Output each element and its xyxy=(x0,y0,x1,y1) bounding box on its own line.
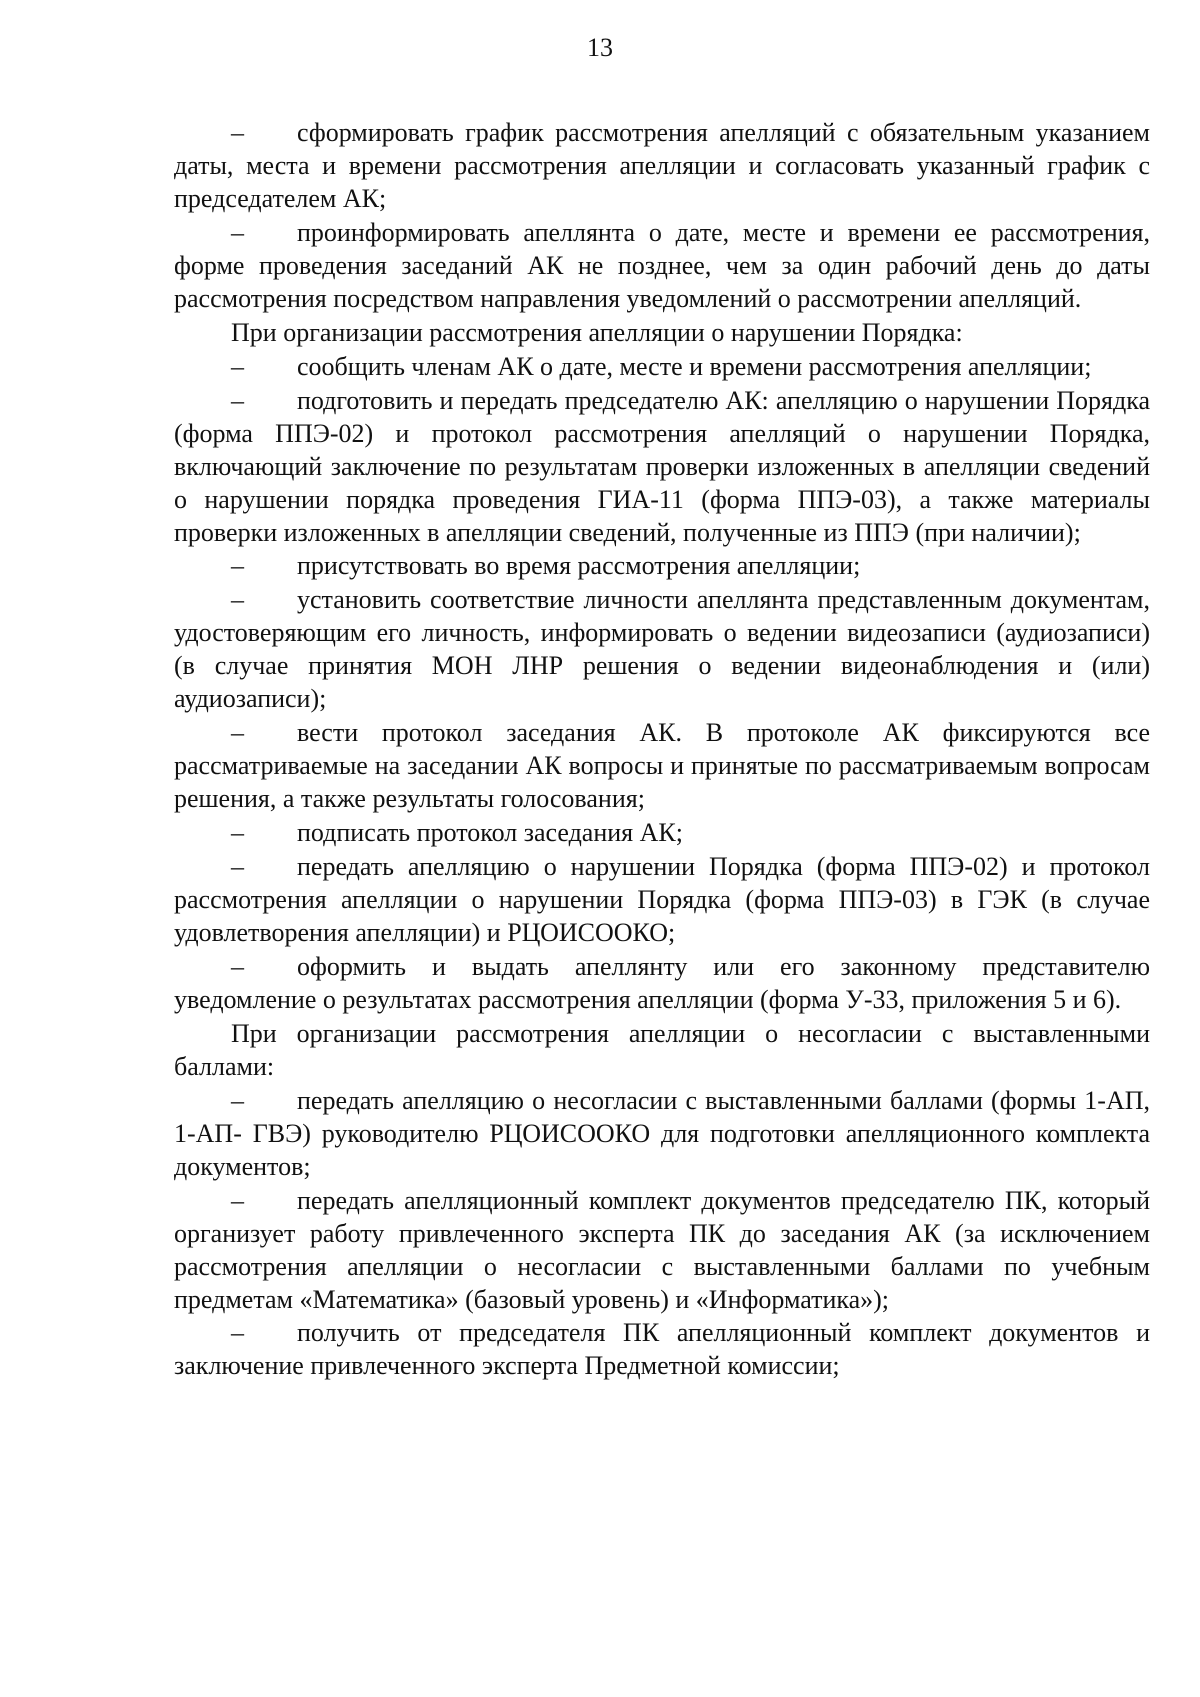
paragraph-text: передать апелляцию о несогласии с выставленными баллами (формы 1-АП, 1-АП- ГВЭ) руководителю РЦОИСООКО для подготовки апелляционного комплекта документов; xyxy=(174,1085,1150,1181)
bullet-paragraph xyxy=(174,816,1150,849)
dash-marker: – xyxy=(231,585,244,615)
bullet-paragraph xyxy=(174,583,1150,715)
bullet-paragraph xyxy=(174,1184,1150,1316)
bullet-paragraph xyxy=(174,716,1150,815)
paragraph-text: передать апелляцию о нарушении Порядка (форма ППЭ-02) и протокол рассмотрения апелляции о нарушении Порядка (форма ППЭ-03) в ГЭК (в случае удовлетворения апелляции) и РЦОИСООКО; xyxy=(174,852,1150,948)
paragraph-text: установить соответствие личности апеллянта представленным документам, удостоверяющим его личность, информировать о ведении видеозаписи (аудиозаписи) (в случае принятия МОН ЛНР решения о ведении видеонаблюдения и (или) аудиозаписи); xyxy=(174,585,1150,714)
paragraph-text: вести протокол заседания АК. В протоколе АК фиксируются все рассматриваемые на заседании АК вопросы и принятые по рассматриваемым вопросам решения, а также результаты голосования; xyxy=(174,718,1150,814)
paragraph-text: При организации рассмотрения апелляции о нарушении Порядка: xyxy=(231,317,963,347)
dash-marker: – xyxy=(231,551,244,581)
paragraph-text: получить от председателя ПК апелляционный комплект документов и заключение привлеченного эксперта Предметной комиссии; xyxy=(174,1318,1150,1381)
dash-marker: – xyxy=(231,1318,244,1348)
dash-marker: – xyxy=(231,217,244,247)
paragraph-text: подготовить и передать председателю АК: апелляцию о нарушении Порядка (форма ППЭ-02) и протокол рассмотрения апелляций о нарушении Порядка, включающий заключение по результатам проверки изложенных в апелляции сведений о нарушении порядка проведения ГИА-11 (форма ППЭ-03), а также материалы проверки изложенных в апелляции сведений, полученные из ППЭ (при наличии); xyxy=(174,385,1150,547)
page-number: 13 xyxy=(587,33,613,62)
bullet-paragraph xyxy=(174,384,1150,549)
paragraph-text: передать апелляционный комплект документов председателю ПК, который организует работу привлеченного эксперта ПК до заседания АК (за исключением рассмотрения апелляции о несогласии с выставленными баллами по учебным предметам «Математика» (базовый уровень) и «Информатика»); xyxy=(174,1185,1150,1314)
dash-marker: – xyxy=(231,718,244,748)
dash-marker: – xyxy=(231,1085,244,1115)
paragraph-text: сформировать график рассмотрения апелляций с обязательным указанием даты, места и времени рассмотрения апелляции и согласовать указанный график с председателем АК; xyxy=(174,118,1150,213)
section-intro-paragraph xyxy=(174,316,1150,349)
section-intro-paragraph xyxy=(174,1017,1150,1083)
dash-marker: – xyxy=(231,385,244,415)
paragraph-text: сообщить членам АК о дате, месте и времени рассмотрения апелляции; xyxy=(297,351,1092,381)
bullet-paragraph xyxy=(174,216,1150,315)
paragraph-text: проинформировать апеллянта о дате, месте и времени ее рассмотрения, форме проведения заседаний АК не позднее, чем за один рабочий день до даты рассмотрения посредством направления уведомлений о рассмотрении апелляций. xyxy=(174,217,1150,313)
bullet-paragraph xyxy=(174,850,1150,949)
dash-marker: – xyxy=(231,951,244,981)
dash-marker: – xyxy=(231,1185,244,1215)
dash-marker: – xyxy=(231,852,244,882)
dash-marker: – xyxy=(231,818,244,848)
paragraph-text: присутствовать во время рассмотрения апелляции; xyxy=(297,551,861,581)
bullet-paragraph xyxy=(174,950,1150,1016)
bullet-paragraph xyxy=(174,116,1150,215)
dash-marker: – xyxy=(231,351,244,381)
paragraph-text: оформить и выдать апеллянту или его законному представителю уведомление о результатах рассмотрения апелляции (форма У-33, приложения 5 и 6). xyxy=(174,951,1150,1014)
paragraph-text: подписать протокол заседания АК; xyxy=(297,818,683,848)
bullet-paragraph xyxy=(174,549,1150,582)
dash-marker: – xyxy=(231,118,244,147)
bullet-paragraph xyxy=(174,350,1150,383)
bullet-paragraph xyxy=(174,1316,1150,1382)
paragraph-text: При организации рассмотрения апелляции о несогласии с выставленными баллами: xyxy=(174,1018,1150,1081)
bullet-paragraph xyxy=(174,1084,1150,1183)
document-body xyxy=(174,116,1150,1383)
